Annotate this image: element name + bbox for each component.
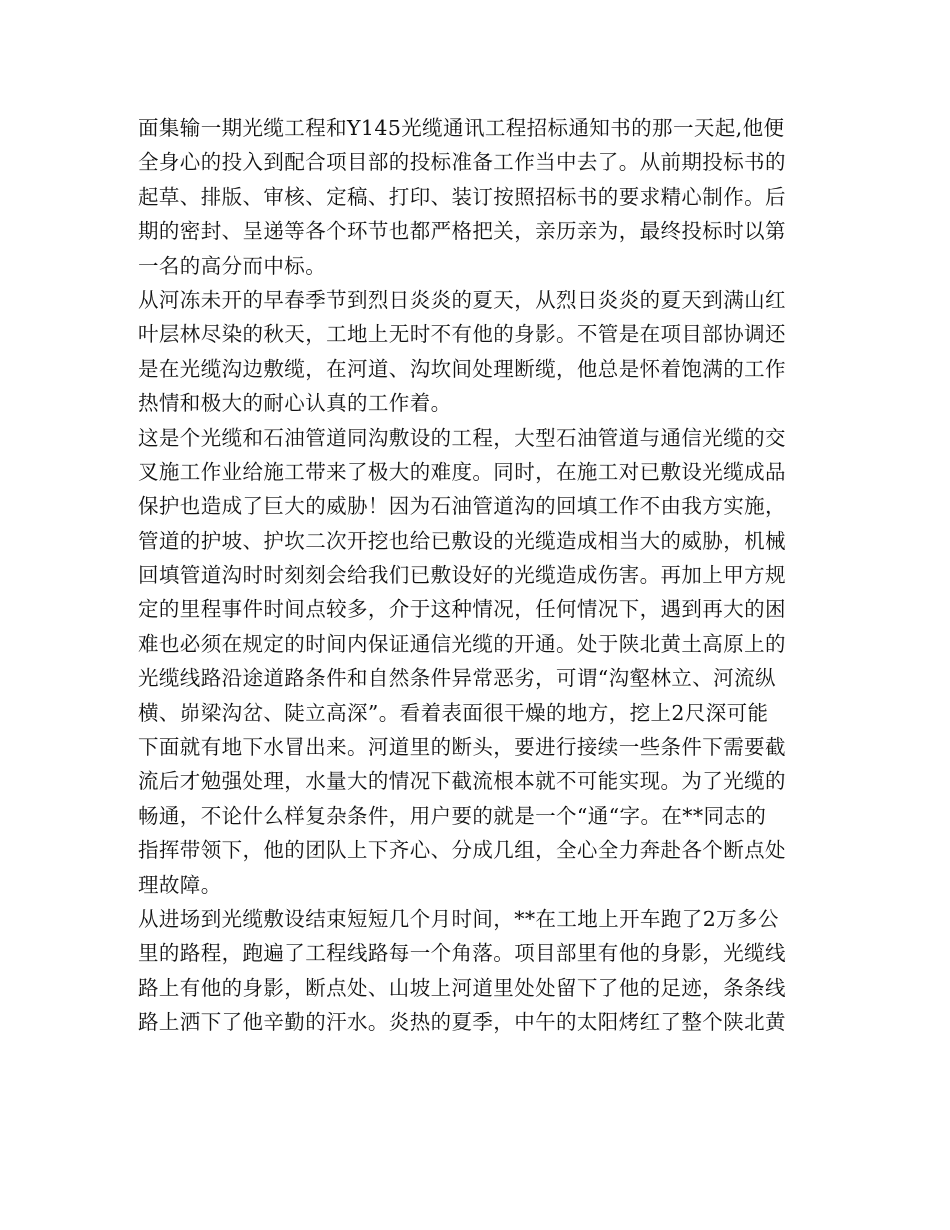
text-line: 路上有他的身影，断点处、山坡上河道里处处留下了他的足迹，条条线 [138,975,786,1000]
text-line: 一名的高分而中标。 [138,253,327,278]
text-line: 畅通，不论什么样复杂条件，用户要的就是一个“通“字。在**同志的 [138,803,767,828]
text-line: 路上洒下了他辛勤的汗水。炎热的夏季，中午的太阳烤红了整个陕北黄 [138,1010,786,1035]
text-line: 叶层林尽染的秋天，工地上无时不有他的身影。不管是在项目部协调还 [138,322,786,347]
text-line: 保护也造成了巨大的威胁！因为石油管道沟的回填工作不由我方实施， [138,494,786,519]
text-line: 热情和极大的耐心认真的工作着。 [138,391,452,416]
text-line: 叉施工作业给施工带来了极大的难度。同时，在施工对已敷设光缆成品 [138,459,786,484]
text-line: 难也必须在规定的时间内保证通信光缆的开通。处于陕北黄土高原上的 [138,631,786,656]
text-line: 是在光缆沟边敷缆，在河道、沟坎间处理断缆，他总是怀着饱满的工作 [138,356,786,381]
text-line: 回填管道沟时时刻刻会给我们已敷设好的光缆造成伤害。再加上甲方规 [138,563,786,588]
text-line: 期的密封、呈递等各个环节也都严格把关，亲历亲为，最终投标时以第 [138,219,786,244]
text-line: 定的里程事件时间点较多，介于这种情况，任何情况下，遇到再大的困 [138,597,786,622]
text-line: 下面就有地下水冒出来。河道里的断头，要进行接续一些条件下需要截 [138,735,786,760]
text-line: 管道的护坡、护坎二次开挖也给已敷设的光缆造成相当大的威胁，机械 [138,528,786,553]
text-line: 面集输一期光缆工程和Y145光缆通讯工程招标通知书的那一天起,他便 [138,116,785,140]
text-line: 起草、排版、审核、定稿、打印、装订按照招标书的要求精心制作。后 [138,184,786,209]
text-line: 这是个光缆和石油管道同沟敷设的工程，大型石油管道与通信光缆的交 [138,425,786,450]
document-body [138,111,818,1040]
text-line: 里的路程，跑遍了工程线路每一个角落。项目部里有他的身影，光缆线 [138,941,786,966]
text-line: 横、峁梁沟岔、陡立高深”。看着表面很干燥的地方，挖上2尺深可能 [138,700,769,725]
text-line: 全身心的投入到配合项目部的投标准备工作当中去了。从前期投标书的 [138,150,786,175]
text-line: 光缆线路沿途道路条件和自然条件异常恶劣，可谓“沟壑林立、河流纵 [138,666,776,691]
text-line: 理故障。 [138,872,222,897]
text-line: 指挥带领下，他的团队上下齐心、分成几组，全心全力奔赴各个断点处 [138,838,786,863]
text-line: 从河冻未开的早春季节到烈日炎炎的夏天，从烈日炎炎的夏天到满山红 [138,287,786,312]
text-line: 流后才勉强处理，水量大的情况下截流根本就不可能实现。为了光缆的 [138,769,786,794]
text-line: 从进场到光缆敷设结束短短几个月时间，**在工地上开车跑了2万多公 [138,906,779,931]
